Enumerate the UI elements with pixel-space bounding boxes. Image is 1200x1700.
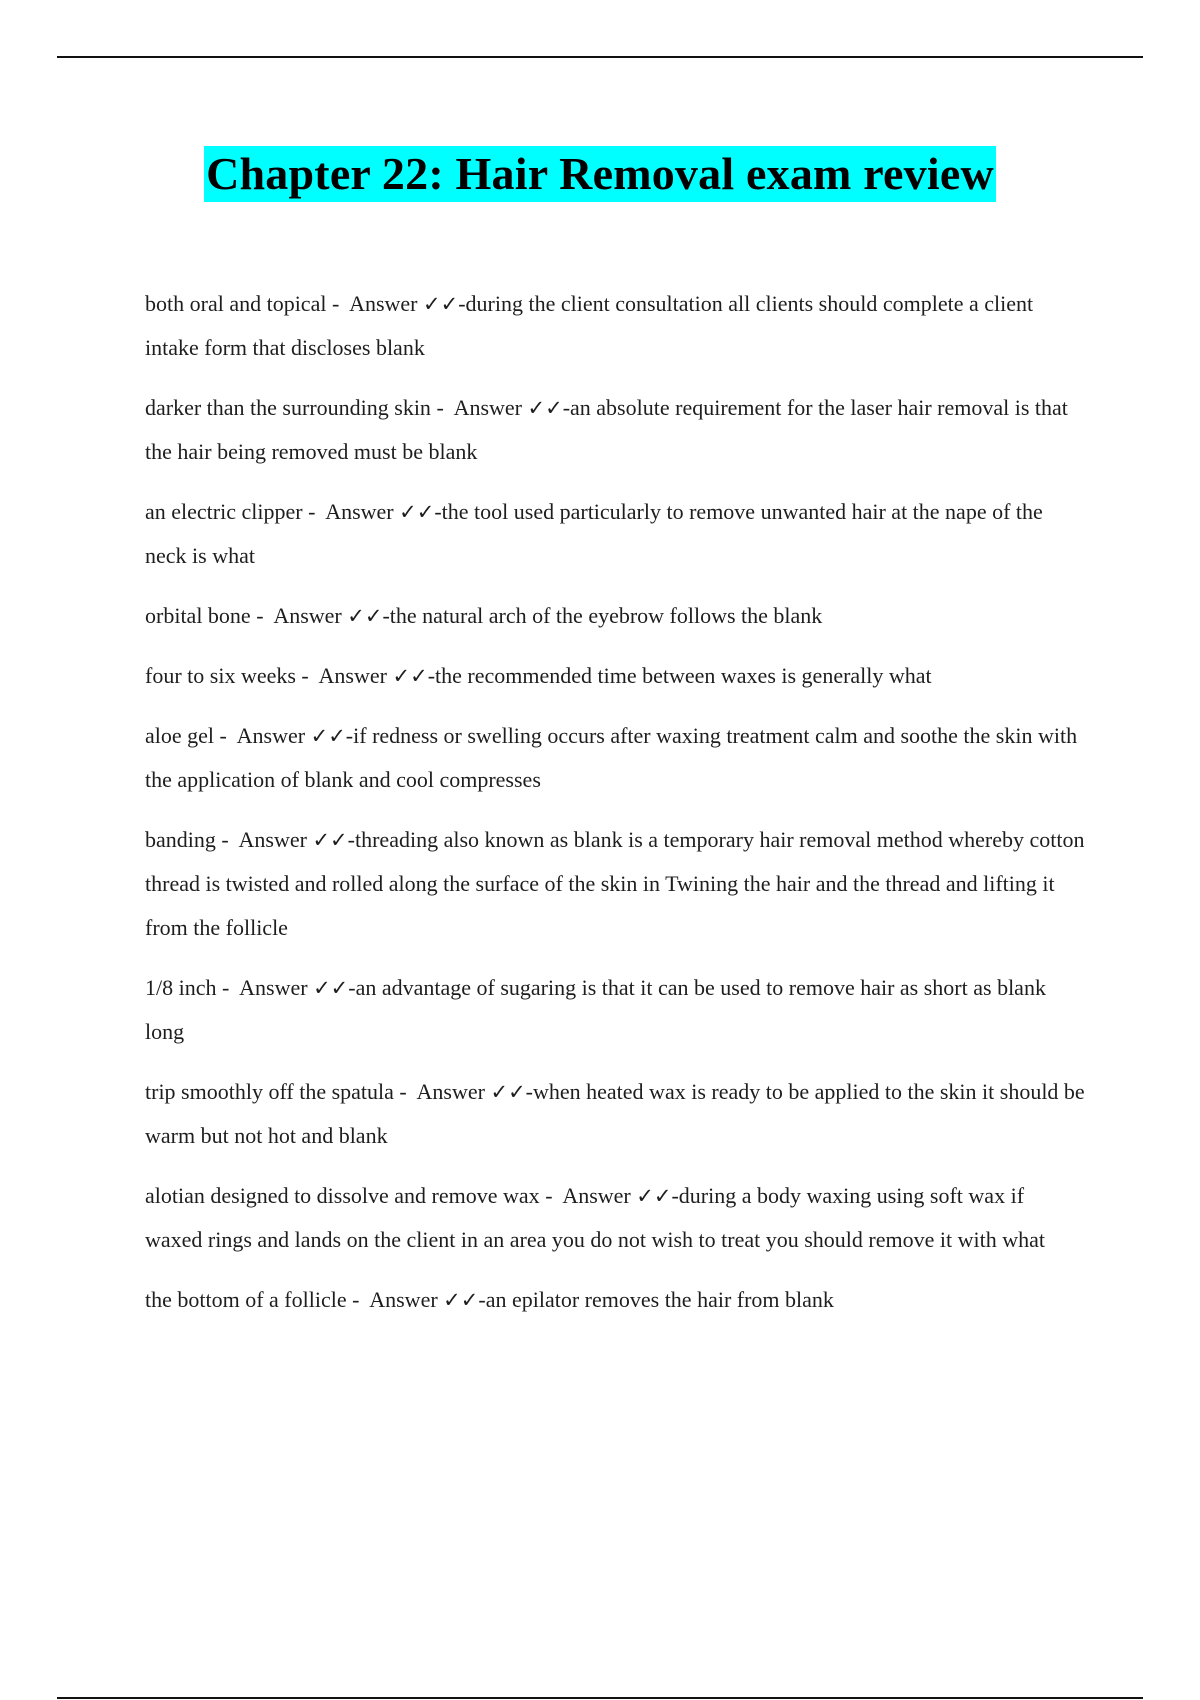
qa-item: darker than the surrounding skin - Answer ✓✓-an absolute requirement for the laser hair removal is that the hair being removed must be blank <box>145 395 1068 464</box>
qa-answer: four to six weeks <box>145 663 296 688</box>
qa-question: during a body waxing using soft wax if waxed rings and lands on the client in an area you do not wish to treat you should remove it with what <box>145 1183 1045 1252</box>
answer-label: Answer <box>325 499 394 524</box>
qa-question: if redness or swelling occurs after waxing treatment calm and soothe the skin with the application of blank and cool compresses <box>145 723 1078 792</box>
answer-label: Answer <box>416 1079 485 1104</box>
check-icon: ✓✓ <box>399 500 435 524</box>
qa-question: threading also known as blank is a temporary hair removal method whereby cotton thread is twisted and rolled along the surface of the skin in Twining the hair and the thread and lifting it from the follicle <box>145 827 1085 940</box>
answer-label: Answer <box>273 603 342 628</box>
page-title: Chapter 22: Hair Removal exam review <box>204 146 996 202</box>
qa-item: aloe gel - Answer ✓✓-if redness or swelling occurs after waxing treatment calm and soothe the skin with the application of blank and cool compresses <box>145 723 1078 792</box>
qa-question: the natural arch of the eyebrow follows the blank <box>389 603 823 628</box>
qa-answer: aloe gel <box>145 723 215 748</box>
qa-answer: an electric clipper <box>145 499 303 524</box>
check-icon: ✓✓ <box>636 1184 672 1208</box>
qa-answer: the bottom of a follicle <box>145 1287 347 1312</box>
qa-question: when heated wax is ready to be applied to the skin it should be warm but not hot and blank <box>145 1079 1085 1148</box>
qa-item: 1/8 inch - Answer ✓✓-an advantage of sugaring is that it can be used to remove hair as short as blank long <box>145 975 1046 1044</box>
answer-label: Answer <box>238 827 307 852</box>
bottom-rule <box>57 1697 1143 1699</box>
qa-item: both oral and topical - Answer ✓✓-during the client consultation all clients should complete a client intake form that discloses blank <box>145 291 1034 360</box>
qa-answer: trip smoothly off the spatula <box>145 1079 394 1104</box>
answer-label: Answer <box>239 975 308 1000</box>
check-icon: ✓✓ <box>423 292 459 316</box>
qa-item: orbital bone - Answer ✓✓-the natural arch of the eyebrow follows the blank <box>145 603 823 628</box>
answer-label: Answer <box>369 1287 438 1312</box>
check-icon: ✓✓ <box>490 1080 526 1104</box>
answer-label: Answer <box>236 723 306 748</box>
qa-list <box>145 282 1085 1338</box>
top-rule <box>57 56 1143 58</box>
qa-question: during the client consultation all clients should complete a client intake form that discloses blank <box>145 291 1034 360</box>
qa-question: an epilator removes the hair from blank <box>485 1287 834 1312</box>
qa-item: alotian designed to dissolve and remove wax - Answer ✓✓-during a body waxing using soft wax if waxed rings and lands on the client in an area you do not wish to treat you should remove it with what <box>145 1183 1045 1252</box>
answer-label: Answer <box>318 663 387 688</box>
qa-answer: 1/8 inch <box>145 975 217 1000</box>
qa-question: an absolute requirement for the laser hair removal is that the hair being removed must be blank <box>145 395 1068 464</box>
qa-item: banding - Answer ✓✓-threading also known as blank is a temporary hair removal method whereby cotton thread is twisted and rolled along the surface of the skin in Twining the hair and the thread and lifting it from the follicle <box>145 827 1085 940</box>
qa-question: the tool used particularly to remove unwanted hair at the nape of the neck is what <box>145 499 1043 568</box>
qa-item: four to six weeks - Answer ✓✓-the recommended time between waxes is generally what <box>145 663 932 688</box>
check-icon: ✓✓ <box>443 1288 479 1312</box>
qa-item: the bottom of a follicle - Answer ✓✓-an epilator removes the hair from blank <box>145 1287 834 1312</box>
qa-answer: orbital bone <box>145 603 251 628</box>
answer-label: Answer <box>562 1183 631 1208</box>
title-container <box>0 146 1200 202</box>
qa-question: an advantage of sugaring is that it can be used to remove hair as short as blank long <box>145 975 1046 1044</box>
qa-question: the recommended time between waxes is generally what <box>435 663 932 688</box>
qa-answer: banding <box>145 827 216 852</box>
answer-label: Answer <box>349 291 418 316</box>
check-icon: ✓✓ <box>527 396 563 420</box>
qa-item: an electric clipper - Answer ✓✓-the tool used particularly to remove unwanted hair at the nape of the neck is what <box>145 499 1043 568</box>
qa-answer: both oral and topical <box>145 291 327 316</box>
check-icon: ✓✓ <box>310 724 346 748</box>
answer-label: Answer <box>453 395 522 420</box>
check-icon: ✓✓ <box>392 664 428 688</box>
check-icon: ✓✓ <box>312 828 348 852</box>
qa-answer: darker than the surrounding skin <box>145 395 431 420</box>
qa-answer: alotian designed to dissolve and remove wax <box>145 1183 540 1208</box>
qa-item: trip smoothly off the spatula - Answer ✓✓-when heated wax is ready to be applied to the skin it should be warm but not hot and blank <box>145 1079 1085 1148</box>
check-icon: ✓✓ <box>347 604 383 628</box>
check-icon: ✓✓ <box>313 976 349 1000</box>
